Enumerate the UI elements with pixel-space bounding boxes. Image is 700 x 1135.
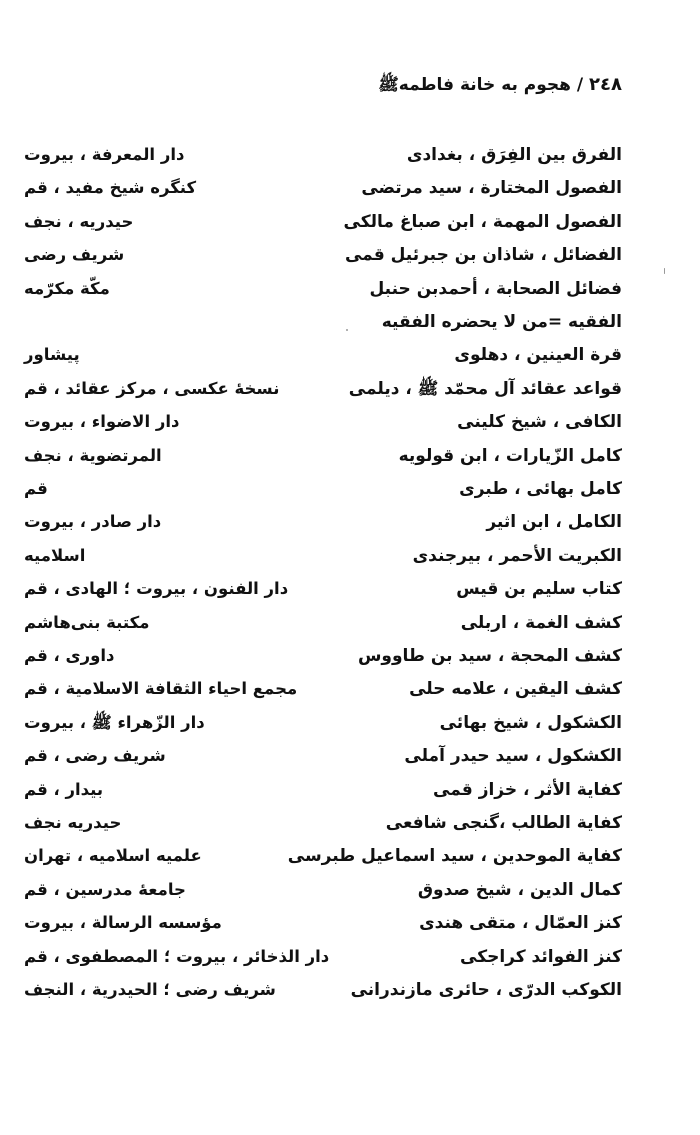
entry-title: الكبريت الأحمر ، بيرجندى [412, 545, 622, 566]
bibliography-entry [0, 572, 700, 606]
entry-publisher: كنگره شيخ مفيد ، قم [24, 178, 197, 198]
book-title: هجوم به خانة فاطمهﷺ [378, 75, 571, 95]
bibliography-entry [0, 171, 700, 205]
entry-title: كفاية الطالب ،گنجى شافعى [385, 813, 622, 833]
bibliography-entry [0, 839, 700, 873]
header-separator: / [576, 75, 584, 95]
bibliography-entry [0, 439, 700, 473]
entry-title: كشف الغمة ، اربلى [460, 612, 622, 633]
entry-publisher: دار صادر ، بيروت [24, 512, 162, 532]
bibliography-entry [0, 773, 700, 807]
entry-publisher: مجمع احياء الثقافة الاسلامية ، قم [24, 679, 298, 699]
bibliography-entry [0, 405, 700, 439]
entry-title: الفصول المختارة ، سيد مرتضى [361, 178, 622, 199]
entry-title: كامل بهائى ، طبرى [459, 479, 622, 499]
entry-publisher: شريف رضى [24, 245, 125, 265]
running-header [378, 74, 622, 99]
entry-publisher: حيدريه نجف [24, 813, 122, 832]
bibliography-entry [0, 472, 700, 506]
entry-title: كفاية الموحدين ، سيد اسماعيل طبرسى [287, 846, 622, 867]
entry-publisher: قم [24, 479, 48, 498]
bibliography-entry [0, 672, 700, 706]
bibliography-entry [0, 238, 700, 272]
entry-title: الكشكول ، سيد حيدر آملى [404, 746, 622, 767]
bibliography-entry [0, 639, 700, 673]
entry-publisher: دار الفنون ، بيروت ؛ الهادى ، قم [24, 579, 289, 599]
entry-title: الكامل ، ابن اثير [486, 512, 622, 533]
bibliography-entry [0, 205, 700, 239]
bibliography-entry [0, 372, 700, 406]
entry-publisher: دار الاضواء ، بيروت [24, 412, 180, 432]
bibliography-entry [0, 940, 700, 974]
entry-title: كشف المحجة ، سيد بن طاووس [357, 646, 622, 666]
entry-title: الكوكب الدرّى ، حائرى مازندرانى [350, 980, 622, 1000]
entry-publisher: دار المعرفة ، بيروت [24, 145, 185, 164]
entry-publisher: علميه اسلاميه ، تهران [24, 846, 202, 866]
entry-title: فضائل الصحابة ، أحمدبن حنبل [369, 278, 622, 299]
entry-publisher: پيشاور [24, 345, 80, 365]
bibliography-entry [0, 338, 700, 372]
entry-title: كنز الفوائد كراجكى [460, 946, 622, 967]
entry-title: الفضائل ، شاذان بن جبرئيل قمى [344, 245, 622, 266]
entry-title: الفصول المهمة ، ابن صباغ مالكى [343, 211, 622, 232]
print-speck [664, 268, 665, 274]
bibliography-entry [0, 739, 700, 773]
entry-title: الكشكول ، شيخ بهائى [439, 712, 622, 733]
print-speck [346, 329, 348, 331]
entry-title: قواعد عقائد آل محمّد ﷺ ، ديلمى [348, 378, 622, 399]
page-number: ٢٤٨ [589, 74, 622, 95]
entry-publisher: حيدريه ، نجف [24, 211, 134, 231]
bibliography-entry [0, 906, 700, 940]
entry-publisher: مؤسسه الرسالة ، بيروت [24, 913, 222, 933]
entry-title: كفاية الأثر ، خزاز قمى [433, 779, 622, 800]
entry-publisher: مكّة مكرّمه [24, 278, 110, 298]
entry-title: قرة العينين ، دهلوى [454, 345, 622, 366]
entry-title: كشف اليقين ، علامه حلى [409, 679, 622, 700]
entry-title: الكافى ، شيخ كلينى [457, 412, 622, 433]
bibliography-entry [0, 305, 700, 339]
entry-publisher: شريف رضى ؛ الحيدرية ، النجف [24, 980, 276, 999]
entry-publisher: اسلاميه [24, 545, 86, 565]
bibliography-entry [0, 272, 700, 306]
entry-title: كنز العمّال ، متقى هندى [419, 913, 622, 934]
bibliography-entry [0, 539, 700, 573]
entry-title: كمال الدين ، شيخ صدوق [417, 879, 622, 900]
bibliography-entry [0, 806, 700, 840]
bibliography-entry [0, 873, 700, 907]
entry-title: كتاب سليم بن قيس [456, 579, 622, 600]
entry-publisher: داورى ، قم [24, 646, 115, 665]
entry-title: كامل الزّيارات ، ابن قولويه [398, 445, 622, 466]
entry-publisher: دار الذخائر ، بيروت ؛ المصطفوى ، قم [24, 946, 330, 966]
entry-publisher: المرتضوية ، نجف [24, 445, 162, 465]
bibliography-entry [0, 138, 700, 172]
bibliography-entry [0, 706, 700, 740]
entry-publisher: دار الزّهراء ﷺ ، بيروت [24, 712, 205, 732]
bibliography-entry [0, 606, 700, 640]
entry-publisher: نسخهٔ عكسى ، مركز عقائد ، قم [24, 378, 280, 398]
bibliography-entry [0, 973, 700, 1007]
entry-publisher: مكتبة بنى‌هاشم [24, 612, 150, 632]
entry-title: الفقيه =من لا يحضره الفقيه [381, 312, 622, 332]
bibliography-entry [0, 505, 700, 539]
entry-publisher: شريف رضى ، قم [24, 746, 166, 766]
entry-publisher: جامعهٔ مدرسين ، قم [24, 879, 186, 899]
entry-title: الفرق بين الفِرَق ، بغدادى [406, 145, 622, 165]
entry-publisher: بيدار ، قم [24, 779, 104, 799]
